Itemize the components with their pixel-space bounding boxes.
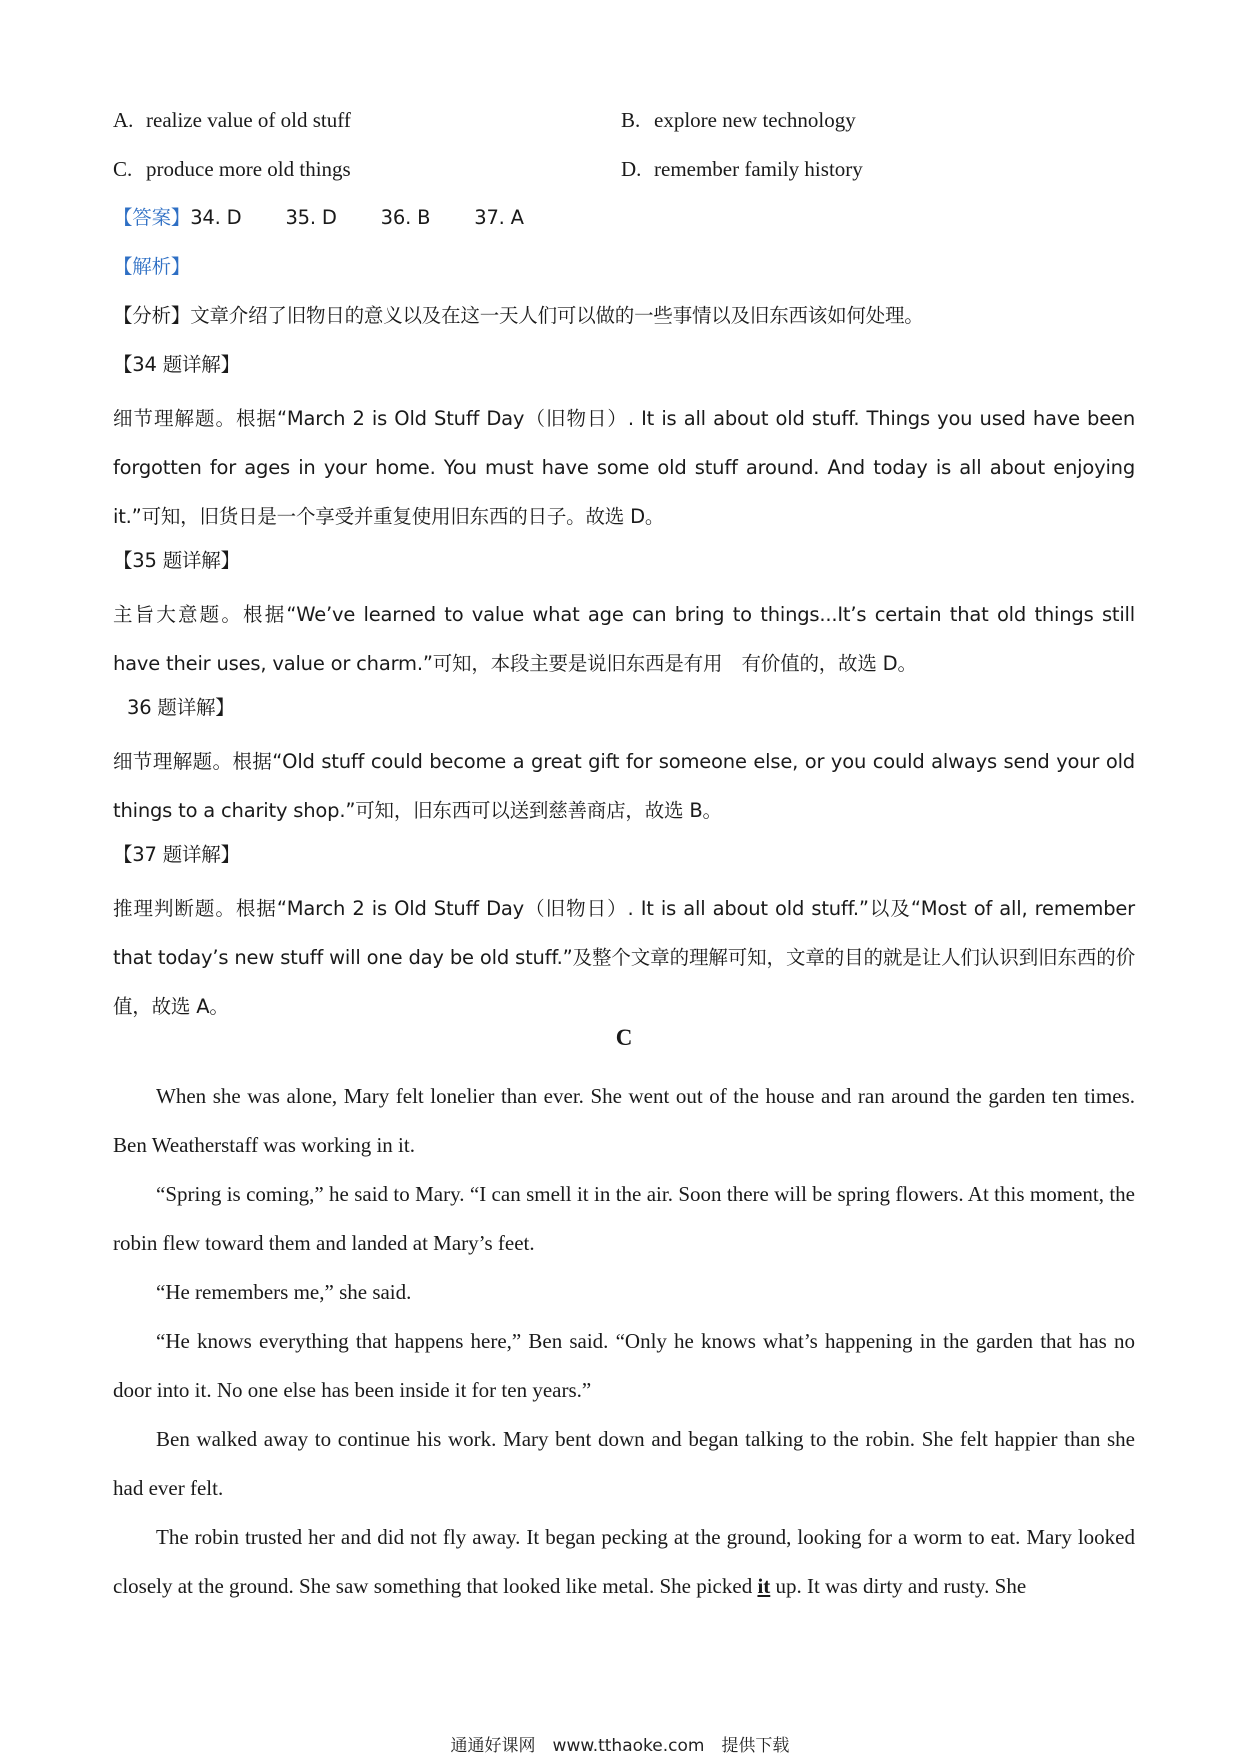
q34-heading: 【34 题详解】 (113, 353, 240, 376)
answer-item: 35. D (285, 206, 337, 229)
answer-item: 36. B (380, 206, 431, 229)
option-letter: B. (621, 108, 641, 132)
options-row-1 (113, 100, 1135, 149)
section-title: C (615, 1025, 633, 1050)
option-letter: A. (113, 108, 134, 132)
option-letter: C. (113, 157, 133, 181)
option-text: realize value of old stuff (146, 108, 351, 132)
answer-item: 34. D (190, 206, 242, 229)
passage-paragraph-last (113, 1513, 1135, 1611)
document-page (113, 0, 1135, 1754)
option-text: explore new technology (654, 108, 856, 132)
summary-line: 【分析】文章介绍了旧物日的意义以及在这一天人们可以做的一些事情以及旧东西该如何处理。 (113, 304, 924, 327)
q36-explanation: 细节理解题。根据“Old stuff could become a great gift for someone else, or you could always send your old things to a charity shop.”可知，旧东西可以送到慈善商店，故选 B。 (113, 750, 1135, 822)
answer-label: 【答案】 (113, 206, 191, 229)
answer-options (113, 100, 1135, 198)
option-b (621, 100, 856, 140)
option-a (113, 100, 351, 140)
passage-paragraph: “Spring is coming,” he said to Mary. “I can smell it in the air. Soon there will be spring flowers. At this moment, the robin flew toward them and landed at Mary’s feet. (113, 1182, 1135, 1255)
option-c (113, 149, 351, 189)
answer-item: 37. A (474, 206, 524, 229)
q35-heading: 【35 题详解】 (113, 549, 240, 572)
passage-paragraph: “He knows everything that happens here,” Ben said. “Only he knows what’s happening in the garden that has no door into it. No one else has been inside it for ten years.” (113, 1329, 1135, 1402)
option-d (621, 149, 863, 189)
q35-explanation: 主旨大意题。根据“We’ve learned to value what age can bring to things...It’s certain that old things still have their uses, value or charm.”可知，本段主要是说旧东西是有用 有价值的，故选 D。 (113, 603, 1135, 675)
analysis-label: 【解析】 (113, 255, 191, 278)
reading-passage (113, 1072, 1135, 1611)
option-letter: D. (621, 157, 642, 181)
passage-paragraph: Ben walked away to continue his work. Mary bent down and began talking to the robin. She felt happier than she had ever felt. (113, 1427, 1135, 1500)
q36-heading: 36 题详解】 (127, 696, 235, 719)
passage-text: The robin trusted her and did not fly away. It began pecking at the ground, looking for a worm to eat. Mary looked closely at the ground. She saw something that looked like metal. She picked (113, 1525, 1135, 1598)
answer-line (113, 198, 1135, 247)
q37-heading: 【37 题详解】 (113, 843, 240, 866)
passage-paragraph: When she was alone, Mary felt lonelier than ever. She went out of the house and ran around the garden ten times. Ben Weatherstaff was working in it. (113, 1084, 1135, 1157)
page-footer: 通通好课网 www.tthaoke.com 提供下载 (450, 1736, 790, 1756)
option-text: remember family history (654, 157, 863, 181)
analysis-block (113, 198, 1135, 1031)
options-row-2 (113, 149, 1135, 198)
q37-explanation: 推理判断题。根据“March 2 is Old Stuff Day（旧物日）. It is all about old stuff.”以及“Most of all, remember that today’s new stuff will one day be old stuff.”及整个文章的理解可知，文章的目的就是让人们认识到旧东西的价值，故选 A。 (113, 897, 1135, 1018)
option-text: produce more old things (146, 157, 351, 181)
passage-text: up. It was dirty and rusty. She (770, 1574, 1027, 1598)
q34-explanation: 细节理解题。根据“March 2 is Old Stuff Day（旧物日）. It is all about old stuff. Things you used have been forgotten for ages in your home. You must have some old stuff around. And today is all about enjoying it.”可知，旧货日是一个享受并重复使用旧东西的日子。故选 D。 (113, 407, 1135, 528)
passage-paragraph: “He remembers me,” she said. (156, 1280, 412, 1304)
underlined-word: it (757, 1574, 771, 1598)
